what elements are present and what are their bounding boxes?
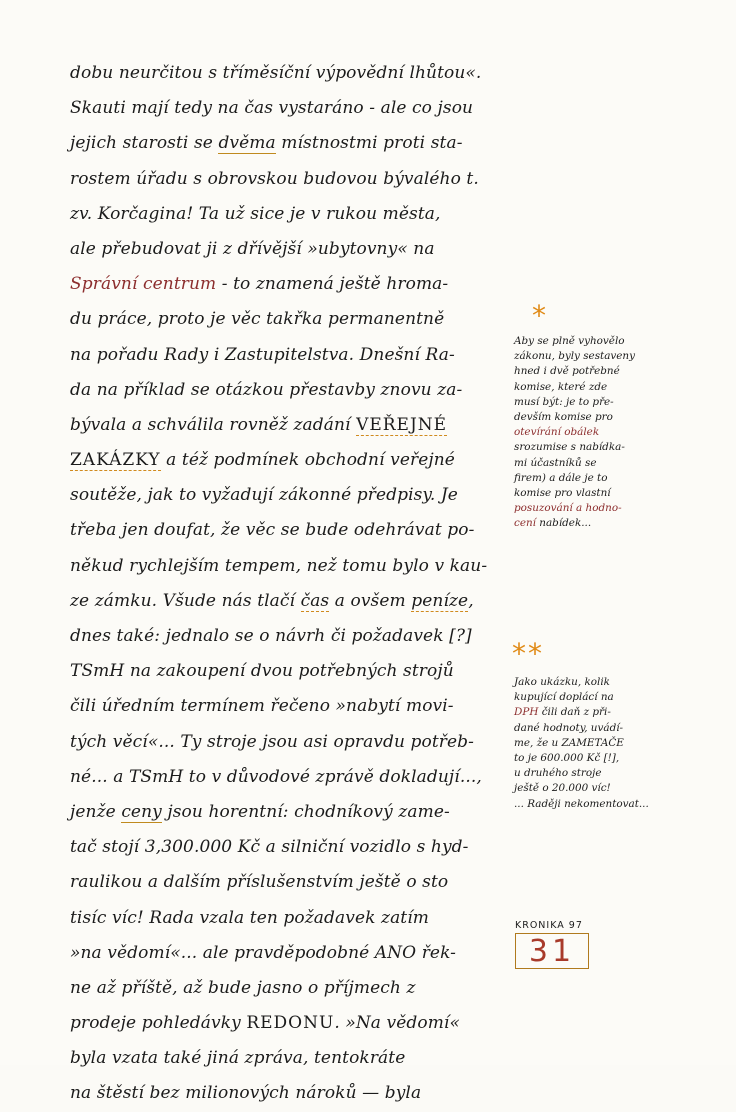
text-line: soutěže, jak to vyžadují zákonné předpisy. Je: [70, 485, 458, 506]
text-line: na štěstí bez milionových nároků — byla: [70, 1083, 422, 1104]
note-line: [514, 705, 714, 720]
text-segment: jejich starosti se: [70, 133, 219, 154]
text-line: třeba jen doufat, že věc se bude odehrávat po-: [70, 520, 475, 541]
text-line: rostem úřadu s obrovskou budovou bývalého t.: [70, 168, 479, 189]
text-segment: a ovšem: [329, 590, 412, 611]
chronicle-label: KRONIKA 97: [515, 920, 583, 931]
underlined-word: ceny: [121, 801, 162, 822]
asterisk-marker: *: [532, 299, 546, 332]
margin-note-1: [514, 334, 714, 531]
note-line: komise pro vlastní: [514, 486, 611, 499]
note-line: kupující doplácí na: [514, 691, 614, 704]
note-line: Jako ukázku, kolik: [514, 676, 610, 688]
text-line: dobu neurčitou s tříměsíční výpovědní lhůtou«.: [70, 63, 482, 83]
text-segment: a též podmínek obchodní veřejné: [160, 450, 455, 471]
note-line: zákonu, byly sestaveny: [514, 350, 635, 363]
text-line: né... a TSmH to v důvodové zprávě dokladují...,: [70, 766, 482, 787]
note-text: čili daň z při-: [538, 706, 611, 719]
text-line: raulikou a dalším příslušenstvím ještě o sto: [70, 872, 449, 893]
underlined-word: peníze: [411, 590, 469, 611]
text-line: tisíc víc! Rada vzala ten požadavek zatím: [70, 907, 429, 928]
text-line: tač stojí 3,300.000 Kč a silniční vozidlo s hyd-: [70, 837, 469, 858]
caps-term: VEŘEJNÉ: [356, 414, 448, 435]
note-line: Aby se plně vyhovělo: [514, 335, 625, 347]
text-line: zv. Korčagina! Ta už sice je v rukou města,: [70, 203, 441, 224]
text-line: dnes také: jednalo se o návrh či požadavek [?]: [70, 626, 472, 646]
highlighted-term: Správní centrum: [70, 274, 217, 295]
caps-term: REDONU: [246, 1013, 335, 1034]
note-line: devším komise pro: [514, 410, 613, 423]
note-line: ... Raději nekomentovat...: [514, 797, 649, 810]
note-line: srozumise s nabídka-: [514, 441, 625, 454]
text-line: TSmH na zakoupení dvou potřebných strojů: [70, 661, 454, 682]
page-number: 31: [515, 933, 589, 969]
caps-term: ZAKÁZKY: [70, 450, 161, 471]
text-line: [70, 584, 510, 619]
note-line: ještě o 20.000 víc!: [514, 782, 611, 795]
note-line: mi účastníků se: [514, 456, 597, 469]
text-line: [70, 267, 510, 302]
note-highlight: posuzování a hodno-: [514, 502, 622, 515]
text-line: tých věcí«... Ty stroje jsou asi opravdu potřeb-: [70, 731, 475, 752]
note-highlight: DPH: [514, 706, 539, 719]
text-line: [70, 1006, 510, 1041]
text-segment: prodeje pohledávky: [70, 1013, 247, 1034]
text-line: Skauti mají tedy na čas vystaráno - ale co jsou: [70, 98, 474, 119]
double-asterisk-marker: **: [512, 637, 544, 670]
note-text: nabídek...: [535, 517, 592, 530]
text-line: [70, 795, 510, 830]
note-line: dané hodnoty, uvádí-: [514, 721, 624, 734]
text-line: ale přebudovat ji z dřívější »ubytovny« na: [70, 238, 435, 259]
text-segment: ze zámku. Všude nás tlačí: [70, 590, 301, 611]
text-line: byla vzata také jiná zpráva, tentokráte: [70, 1048, 406, 1069]
note-line: me, že u ZAMETAČE: [514, 736, 624, 749]
underlined-word: čas: [300, 590, 330, 611]
note-line: u druhého stroje: [514, 767, 602, 780]
text-line: da na příklad se otázkou přestavby znovu za-: [70, 379, 463, 400]
note-line: firem) a dále je to: [514, 471, 608, 484]
note-line: to je 600.000 Kč [!],: [514, 751, 620, 764]
text-line: du práce, proto je věc takřka permanentně: [70, 309, 445, 330]
text-segment: ,: [468, 590, 474, 611]
note-line: komise, které zde: [514, 380, 608, 393]
main-text-column: [70, 56, 510, 1112]
text-segment: - to znamená ještě hroma-: [216, 274, 449, 295]
text-line: »na vědomí«... ale pravděpodobné ANO řek-: [70, 942, 457, 963]
text-segment: . »Na vědomí«: [334, 1013, 460, 1034]
note-line: [514, 516, 714, 531]
underlined-word: dvěma: [218, 133, 276, 154]
note-line: hned i dvě potřebné: [514, 365, 620, 378]
text-line: [70, 443, 510, 478]
note-line: musí být: je to pře-: [514, 395, 614, 408]
text-line: [70, 126, 510, 161]
text-segment: jenže: [70, 801, 122, 822]
note-highlight: otevírání obálek: [514, 426, 600, 439]
text-segment: jsou horentní: chodníkový zame-: [161, 801, 450, 822]
text-line: na pořadu Rady i Zastupitelstva. Dnešní Ra-: [70, 344, 455, 365]
note-highlight: cení: [514, 517, 536, 530]
margin-note-2: [514, 675, 714, 812]
text-line: [70, 408, 510, 443]
text-segment: místnostmi proti sta-: [275, 133, 463, 154]
text-segment: bývala a schválila rovněž zadání: [70, 414, 357, 435]
text-line: čili úředním termínem řečeno »nabytí movi-: [70, 696, 454, 717]
text-line: ne až příště, až bude jasno o příjmech z: [70, 977, 416, 998]
text-line: někud rychlejším tempem, než tomu bylo v kau-: [70, 555, 488, 576]
